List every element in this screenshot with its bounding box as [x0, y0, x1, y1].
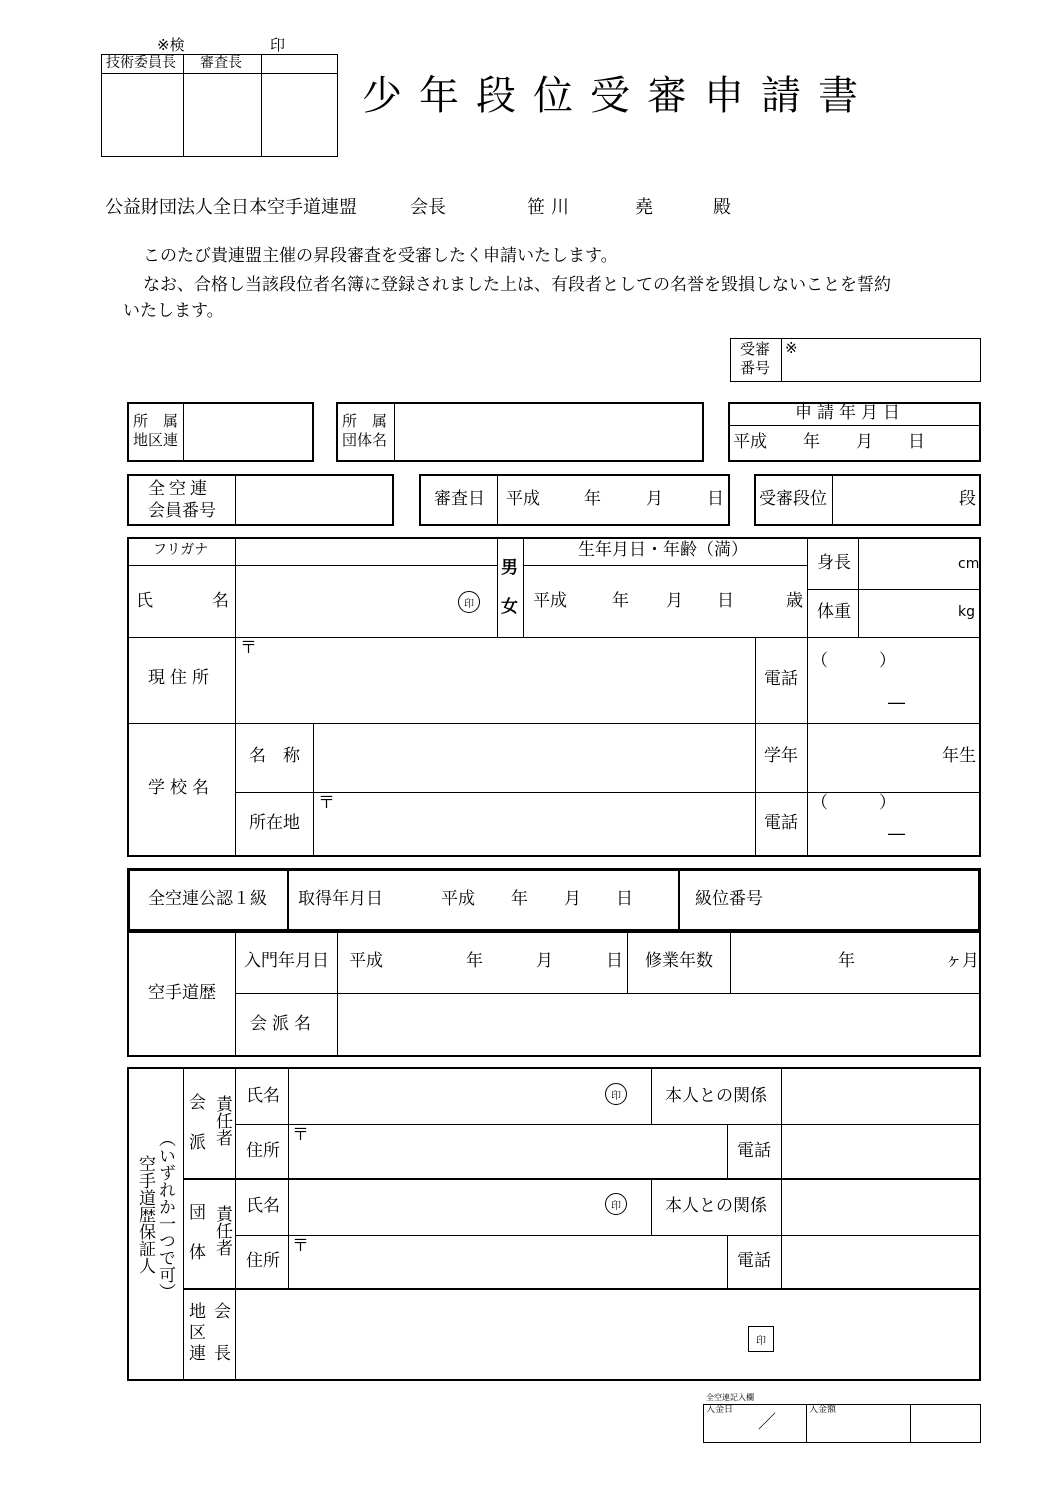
dantai-label-1: 団 [189, 1203, 206, 1223]
dantai-name-field[interactable] [290, 1181, 600, 1233]
intro-line-2: なお、合格し当該段位者名簿に登録されました上は、有段者としての名誉を毀損しないことを誓約 [143, 275, 891, 295]
dantai-address-label: 住所 [246, 1251, 280, 1271]
address-phone-label: 電話 [764, 669, 798, 689]
name-field[interactable] [237, 567, 455, 635]
dantai-name-label: 氏名 [246, 1196, 280, 1216]
dantai-responsible-label: 責任者 [212, 1205, 232, 1256]
intro-line-1: このたび貴連盟主催の昇段審査を受審したく申請いたします。 [143, 246, 618, 266]
kaiha-phone-field[interactable] [783, 1126, 978, 1176]
kaiha-address-label: 住所 [246, 1141, 280, 1161]
address-phone-dash: ― [888, 693, 905, 713]
deposit-date-label: 入金日 [706, 1405, 734, 1415]
dantai-address-field[interactable] [290, 1237, 725, 1287]
name-label-right: 名 [212, 591, 229, 611]
birthdate-day-unit: 日 [717, 591, 734, 611]
intro-line-3: いたします。 [123, 301, 224, 321]
entry-date-year-unit: 年 [466, 951, 483, 971]
exam-number-label-1: 受審 [740, 340, 771, 358]
kaiha-phone-label: 電話 [737, 1141, 771, 1161]
entry-date-label: 入門年月日 [244, 951, 329, 971]
group-label-2: 団体名 [342, 431, 388, 449]
kaiha-name-field[interactable] [290, 1070, 600, 1122]
grade-unit: 年生 [942, 746, 976, 766]
dantai-relation-field[interactable] [783, 1181, 978, 1233]
sex-male[interactable]: 男 [501, 558, 518, 578]
training-years-label: 修業年数 [645, 951, 713, 971]
height-label: 身長 [817, 553, 851, 573]
dantai-label-2: 体 [189, 1243, 206, 1263]
stamp-heading-seal: 印 [270, 36, 286, 54]
addressee-honorific: 殿 [713, 197, 731, 218]
exam-date-era: 平成 [506, 489, 540, 509]
deposit-amount-label: 入金額 [809, 1405, 837, 1415]
guarantor-side-label: 空手道歴保証人 [135, 1155, 155, 1274]
kaiha-label-1: 会 [189, 1093, 206, 1113]
school-phone-area: （ ） [811, 793, 896, 813]
karate-history-label: 空手道歴 [148, 983, 216, 1003]
stamp-heading-check: ※検 [157, 36, 185, 54]
kyu-date-year-unit: 年 [511, 889, 528, 909]
guarantor-side-note: （いずれか一つで可） [155, 1130, 175, 1300]
exam-date-label: 審査日 [434, 489, 485, 509]
apply-date-month-unit: 月 [856, 432, 873, 452]
kaiha-postal-mark: 〒 [292, 1125, 309, 1145]
school-location-field[interactable] [315, 794, 753, 854]
age-unit: 歳 [786, 591, 803, 611]
page-title: 少年段位受審申請書 [362, 73, 875, 119]
postal-mark: 〒 [240, 638, 257, 658]
training-years-unit: 年 [838, 951, 855, 971]
dantai-phone-field[interactable] [783, 1237, 978, 1287]
school-name-field[interactable] [315, 725, 753, 790]
deposit-date-slash: ／ [758, 1412, 776, 1433]
kaicho-label-2: 長 [214, 1344, 231, 1364]
kyu-number-label: 級位番号 [695, 889, 763, 909]
entry-date-day-unit: 日 [606, 951, 623, 971]
exam-date-day-unit: 日 [707, 489, 724, 509]
dojo-label: 会派名 [250, 1014, 316, 1034]
dantai-seal-icon: 印 [605, 1193, 627, 1215]
kaiha-relation-field[interactable] [783, 1070, 978, 1122]
addressee-org: 公益財団法人全日本空手道連盟 [105, 197, 357, 218]
birthdate-era: 平成 [533, 591, 567, 611]
school-phone-dash: ― [888, 824, 905, 844]
school-postal-mark: 〒 [318, 793, 335, 813]
apply-date-day-unit: 日 [908, 432, 925, 452]
address-phone-area: （ ） [811, 651, 896, 671]
kyu-date-day-unit: 日 [616, 889, 633, 909]
exam-rank-field[interactable] [834, 476, 954, 524]
address-phone-field[interactable] [809, 639, 978, 721]
furigana-field[interactable] [237, 539, 495, 564]
member-number-label-1: 全空連 [148, 479, 211, 499]
birthdate-label: 生年月日・年齢（満） [578, 540, 748, 560]
dantai-phone-label: 電話 [737, 1251, 771, 1271]
current-address-field[interactable] [237, 639, 753, 721]
group-label-1: 所 属 [342, 412, 388, 430]
district-label-2: 地区連 [133, 431, 179, 449]
kaiha-label-2: 派 [189, 1133, 206, 1153]
chiku-label-1: 地 [189, 1302, 206, 1322]
apply-date-era: 平成 [733, 432, 767, 452]
kaiha-seal-icon: 印 [605, 1083, 627, 1105]
kaiha-responsible-label: 責任者 [212, 1095, 232, 1146]
birthdate-month-unit: 月 [666, 591, 683, 611]
member-number-field[interactable] [237, 476, 391, 524]
office-use-box [703, 1404, 981, 1443]
dojo-field[interactable] [339, 995, 978, 1054]
member-number-label-2: 会員番号 [148, 501, 216, 521]
kaicho-label-1: 会 [214, 1302, 231, 1322]
group-field[interactable] [396, 404, 701, 460]
office-use-heading: 全空連記入欄 [706, 1393, 754, 1402]
apply-date-label: 申請年月日 [795, 403, 905, 423]
exam-date-month-unit: 月 [646, 489, 663, 509]
addressee-name-family: 笹川 [527, 197, 575, 218]
grade-label: 学年 [764, 746, 798, 766]
district-chair-field[interactable] [237, 1291, 737, 1378]
kyu-date-label: 取得年月日 [298, 889, 383, 909]
seal-icon: 印 [458, 591, 480, 613]
birthdate-year-unit: 年 [612, 591, 629, 611]
height-unit: cm [958, 556, 980, 572]
stamp-col-exam-chief: 審査長 [200, 55, 242, 71]
exam-date-year-unit: 年 [584, 489, 601, 509]
school-location-label: 所在地 [249, 813, 300, 833]
stamp-col-technical-chair: 技術委員長 [106, 55, 176, 71]
entry-date-era: 平成 [349, 951, 383, 971]
addressee-role: 会長 [410, 197, 446, 218]
kyu-label: 全空連公認１級 [148, 889, 267, 909]
entry-date-month-unit: 月 [536, 951, 553, 971]
kaiha-name-label: 氏名 [246, 1086, 280, 1106]
exam-number-mark: ※ [785, 339, 798, 357]
training-months-unit: ヶ月 [945, 951, 979, 971]
kyu-date-era: 平成 [441, 889, 475, 909]
school-label: 学校名 [148, 778, 214, 798]
weight-label: 体重 [817, 602, 851, 622]
kaiha-relation-label: 本人との関係 [665, 1086, 767, 1106]
exam-number-label-2: 番号 [740, 359, 771, 377]
district-label-1: 所 属 [133, 412, 179, 430]
sex-female[interactable]: 女 [501, 597, 518, 617]
kaiha-address-field[interactable] [290, 1126, 725, 1176]
weight-unit: kg [958, 604, 975, 620]
current-address-label: 現住所 [148, 668, 214, 688]
kyu-number-field[interactable] [780, 871, 976, 929]
chiku-label-3: 連 [189, 1344, 206, 1364]
exam-rank-unit: 段 [959, 489, 976, 509]
district-field[interactable] [185, 404, 311, 460]
dantai-postal-mark: 〒 [292, 1236, 309, 1256]
name-label-left: 氏 [136, 591, 153, 611]
furigana-label: フリガナ [153, 542, 209, 558]
exam-number-field[interactable] [782, 339, 979, 381]
dantai-relation-label: 本人との関係 [665, 1196, 767, 1216]
district-chair-seal-icon: 印 [748, 1326, 774, 1352]
school-name-label: 名 称 [249, 746, 300, 766]
addressee-name-given: 堯 [635, 197, 653, 218]
exam-rank-label: 受審段位 [759, 489, 827, 509]
chiku-label-2: 区 [189, 1323, 206, 1343]
apply-date-year-unit: 年 [803, 432, 820, 452]
kyu-date-month-unit: 月 [564, 889, 581, 909]
school-phone-label: 電話 [764, 813, 798, 833]
